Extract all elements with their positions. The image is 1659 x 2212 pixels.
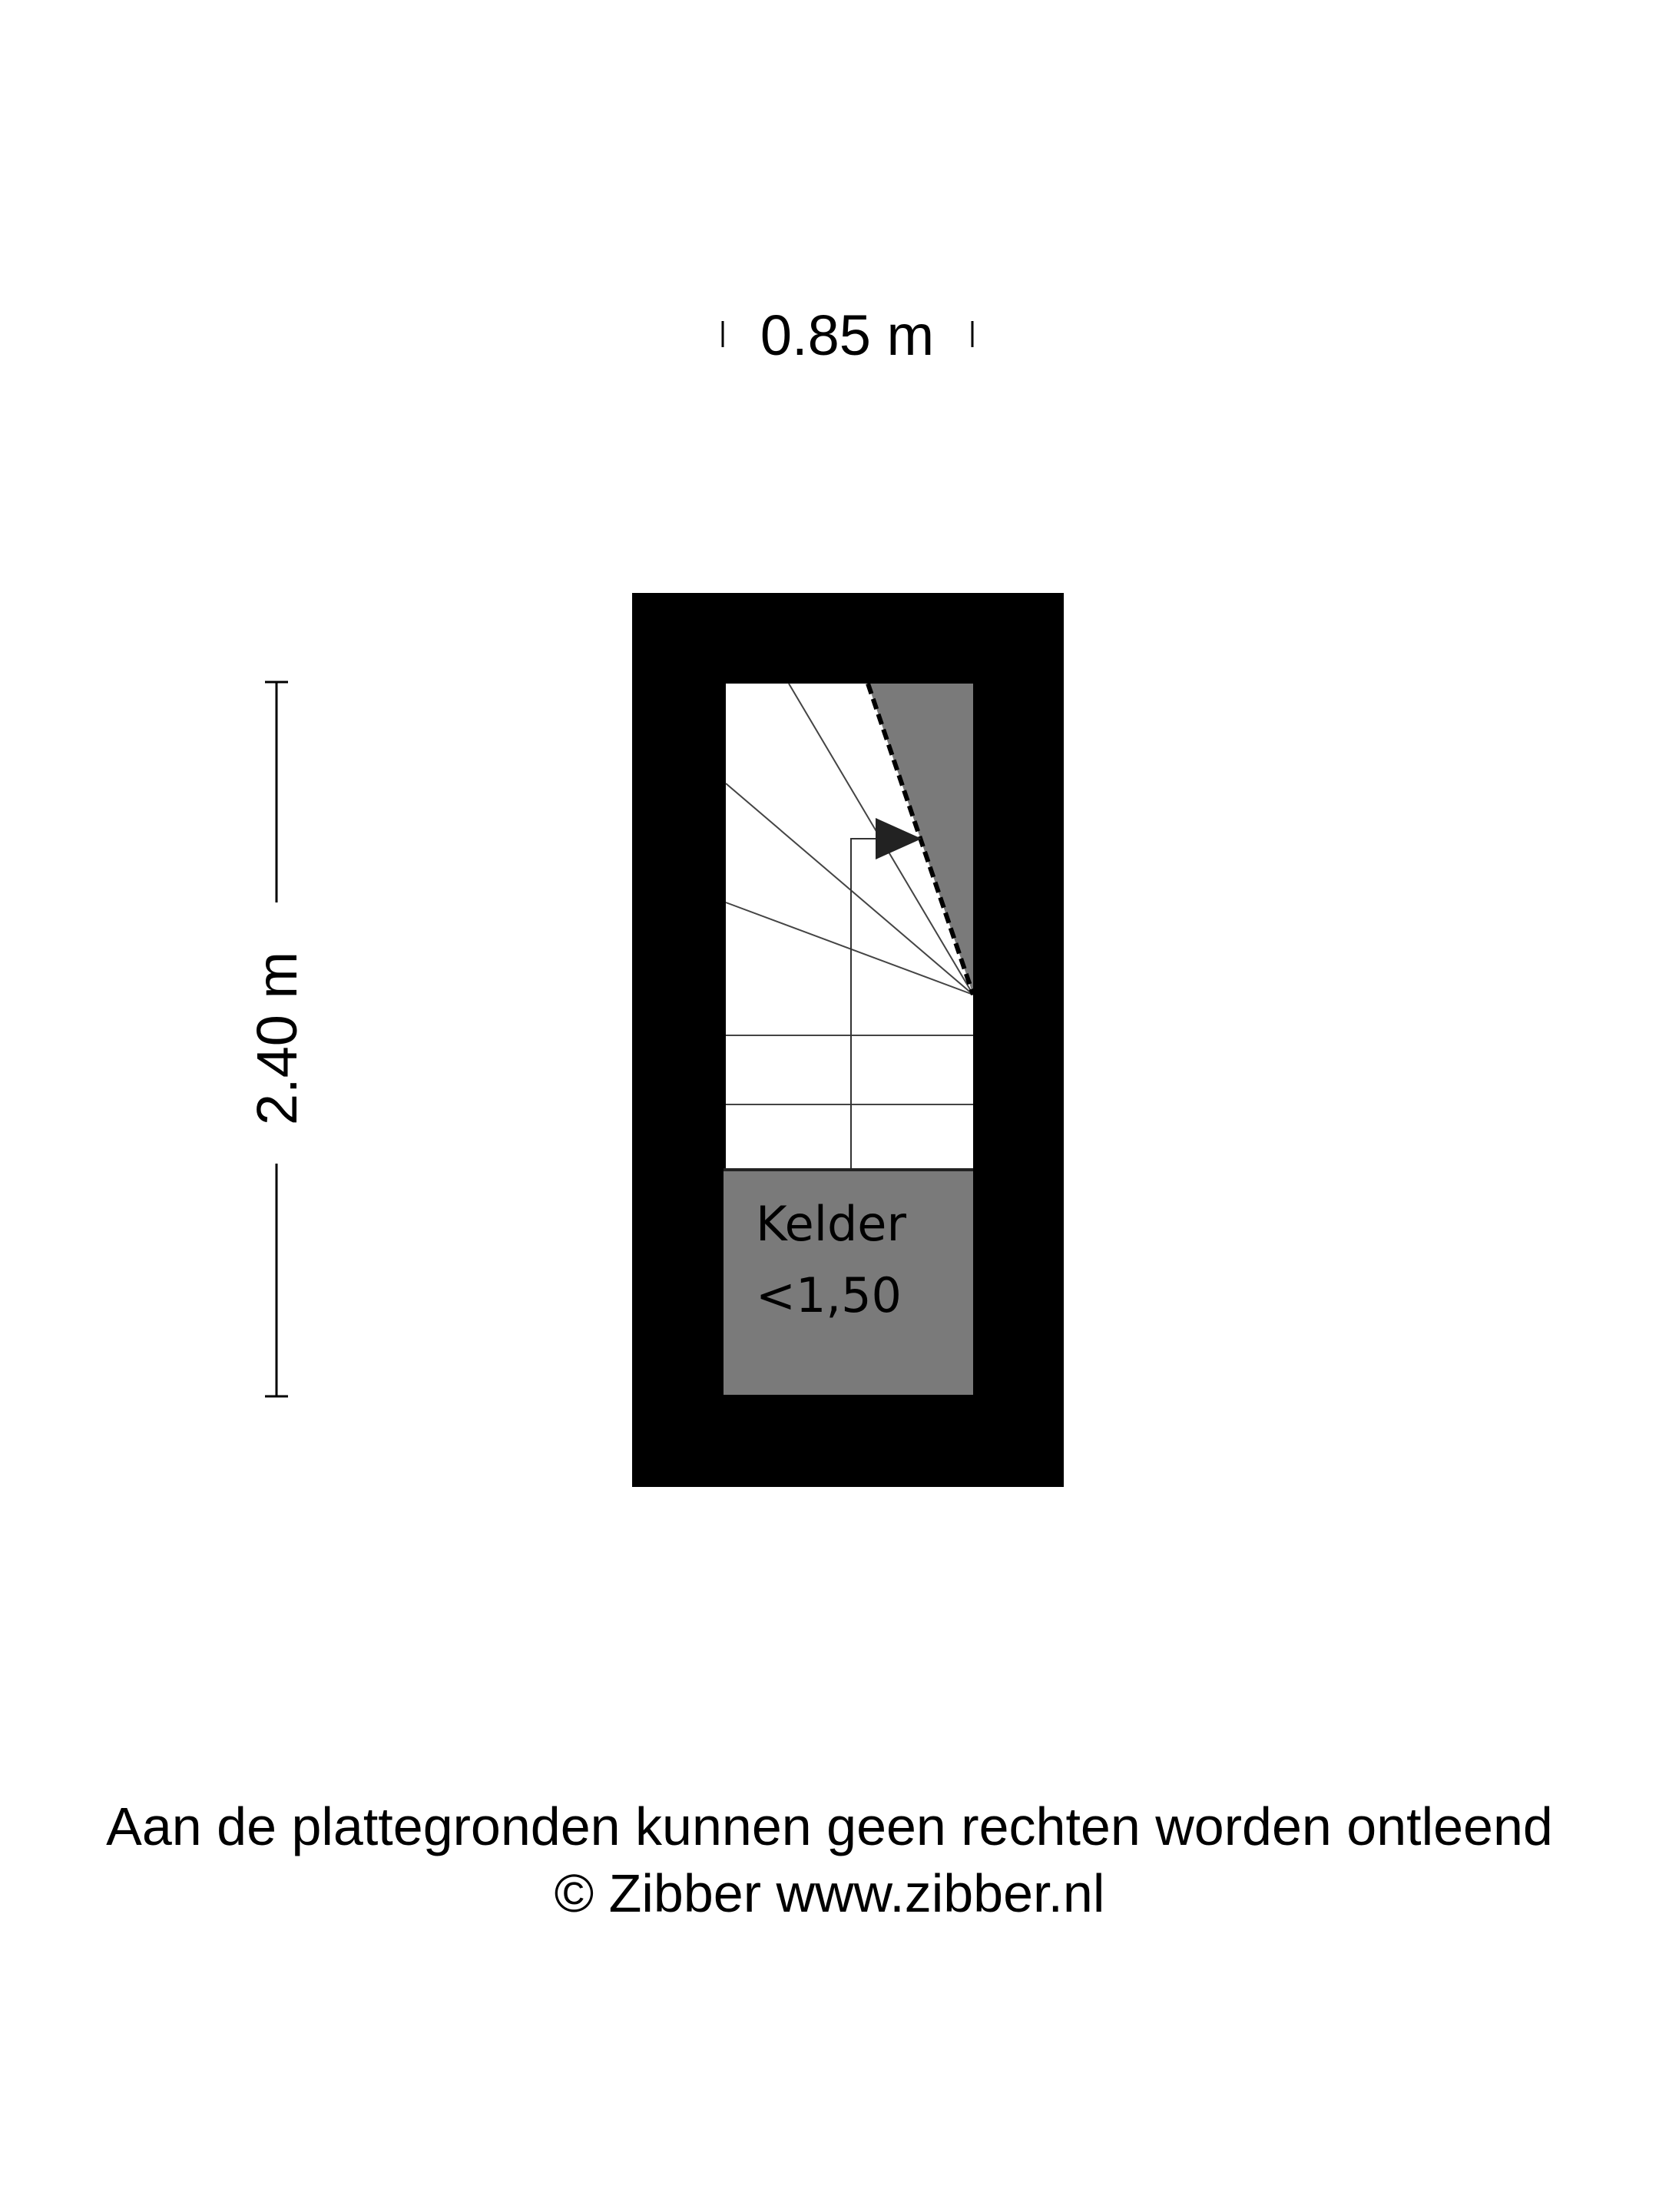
room-name: Kelder	[756, 1196, 906, 1252]
width-dimension-label: 0.85 m	[760, 303, 935, 367]
footer-copyright: © Zibber www.zibber.nl	[554, 1863, 1105, 1923]
height-dimension	[245, 682, 309, 1396]
height-dimension-label: 2.40 m	[245, 951, 309, 1126]
width-dimension	[723, 303, 972, 367]
footer-disclaimer: Aan de plattegronden kunnen geen rechten worden ontleend	[106, 1796, 1553, 1856]
room-height-note: <1,50	[756, 1267, 902, 1323]
